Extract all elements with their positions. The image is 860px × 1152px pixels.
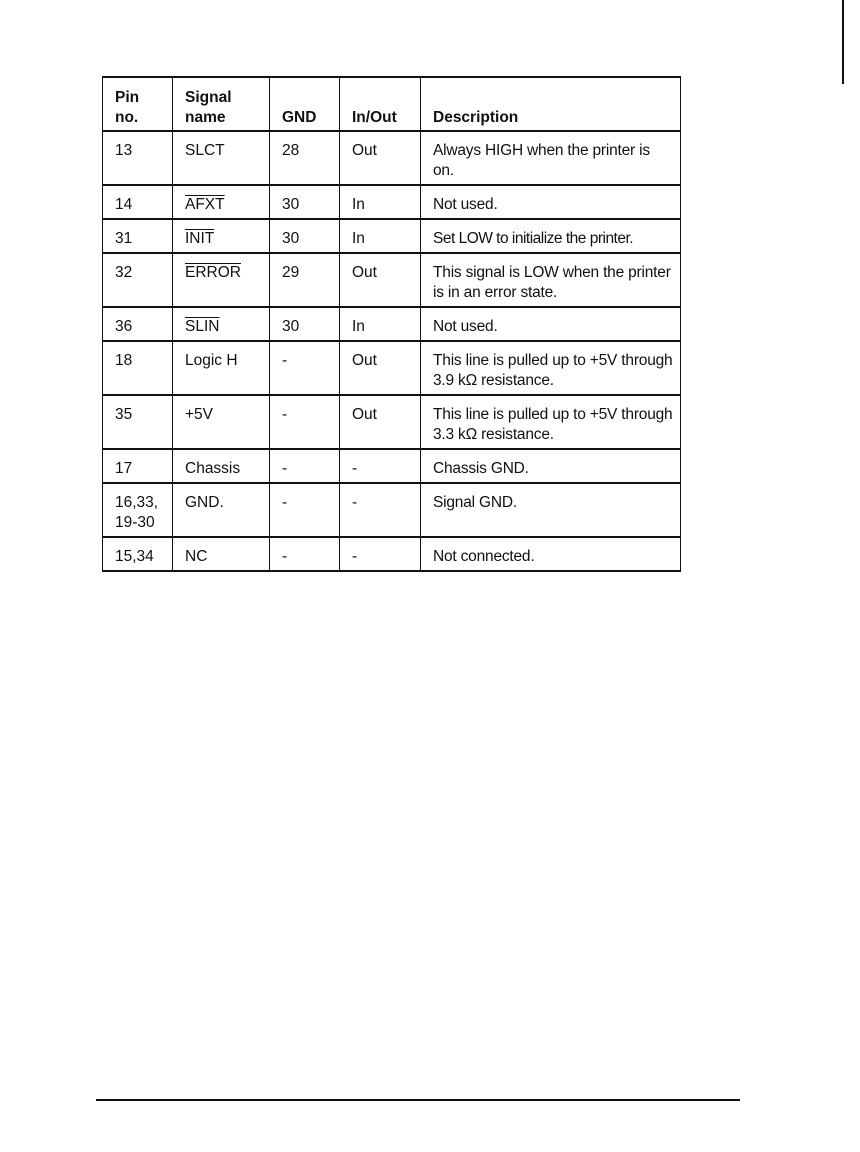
inout-cell: In — [340, 185, 421, 219]
signal-cell — [173, 395, 270, 449]
signal-value: +5V — [185, 406, 214, 423]
footer-rule — [96, 1099, 740, 1101]
pin-value: 13 — [115, 142, 133, 159]
header-gnd: GND — [270, 77, 340, 131]
table-row — [103, 537, 681, 571]
inout-cell: Out — [340, 341, 421, 395]
signal-value: ERROR — [185, 264, 241, 281]
gnd-cell: - — [270, 341, 340, 395]
inout-cell: In — [340, 219, 421, 253]
table-row — [103, 307, 681, 341]
pin-value-line2: 19-30 — [115, 514, 155, 531]
pin-cell — [103, 483, 173, 537]
header-pin-line1: Pin — [115, 89, 140, 106]
table-row — [103, 253, 681, 307]
header-pin-no — [103, 77, 173, 131]
signal-value: Chassis — [185, 460, 241, 477]
description-cell: This line is pulled up to +5V through 3.3 kΩ resistance. — [421, 395, 681, 449]
pin-assignment-table — [102, 76, 681, 572]
page-edge-line — [842, 0, 844, 84]
header-description: Description — [421, 77, 681, 131]
pin-value: 36 — [115, 318, 133, 335]
description-cell: This line is pulled up to +5V through 3.9 kΩ resistance. — [421, 341, 681, 395]
gnd-cell: - — [270, 537, 340, 571]
signal-cell — [173, 185, 270, 219]
signal-cell — [173, 219, 270, 253]
inout-cell: Out — [340, 253, 421, 307]
inout-cell: - — [340, 537, 421, 571]
pin-cell — [103, 341, 173, 395]
description-cell: Chassis GND. — [421, 449, 681, 483]
table-body — [103, 131, 681, 571]
pin-cell — [103, 449, 173, 483]
gnd-cell: 28 — [270, 131, 340, 185]
header-pin-line2: no. — [115, 109, 139, 126]
header-row — [103, 77, 681, 131]
table-row — [103, 185, 681, 219]
table-header — [103, 77, 681, 131]
table-row — [103, 219, 681, 253]
description-cell: This signal is LOW when the printer is in an error state. — [421, 253, 681, 307]
pin-cell — [103, 185, 173, 219]
header-signal-line2: name — [185, 109, 226, 126]
description-cell: Not used. — [421, 185, 681, 219]
inout-cell: In — [340, 307, 421, 341]
signal-cell — [173, 341, 270, 395]
pin-value: 35 — [115, 406, 133, 423]
description-cell: Not used. — [421, 307, 681, 341]
pin-value: 17 — [115, 460, 133, 477]
signal-value: INIT — [185, 230, 215, 247]
table-row — [103, 131, 681, 185]
pin-value: 14 — [115, 196, 133, 213]
pin-cell — [103, 219, 173, 253]
table-row — [103, 483, 681, 537]
pin-value: 32 — [115, 264, 133, 281]
table-row — [103, 341, 681, 395]
gnd-cell: 29 — [270, 253, 340, 307]
signal-cell — [173, 131, 270, 185]
signal-value: Logic H — [185, 352, 238, 369]
gnd-cell: 30 — [270, 219, 340, 253]
gnd-cell: 30 — [270, 307, 340, 341]
pin-cell — [103, 395, 173, 449]
gnd-cell: - — [270, 395, 340, 449]
pin-cell — [103, 537, 173, 571]
header-signal-line1: Signal — [185, 89, 232, 106]
description-cell: Set LOW to initialize the printer. — [421, 219, 681, 253]
table-row — [103, 395, 681, 449]
pin-value: 18 — [115, 352, 133, 369]
table-row — [103, 449, 681, 483]
signal-value: SLIN — [185, 318, 220, 335]
pin-cell — [103, 307, 173, 341]
pin-value: 16,33, — [115, 494, 159, 511]
description-cell: Always HIGH when the printer is on. — [421, 131, 681, 185]
signal-value: NC — [185, 548, 208, 565]
signal-value: GND. — [185, 494, 224, 511]
gnd-cell: 30 — [270, 185, 340, 219]
signal-cell — [173, 483, 270, 537]
description-cell: Signal GND. — [421, 483, 681, 537]
header-in-out: In/Out — [340, 77, 421, 131]
pin-value: 31 — [115, 230, 133, 247]
gnd-cell: - — [270, 483, 340, 537]
signal-cell — [173, 253, 270, 307]
signal-cell — [173, 537, 270, 571]
gnd-cell: - — [270, 449, 340, 483]
signal-value: AFXT — [185, 196, 225, 213]
pin-cell — [103, 253, 173, 307]
pin-cell — [103, 131, 173, 185]
inout-cell: - — [340, 449, 421, 483]
inout-cell: Out — [340, 131, 421, 185]
header-signal-name — [173, 77, 270, 131]
signal-cell — [173, 449, 270, 483]
inout-cell: Out — [340, 395, 421, 449]
signal-value: SLCT — [185, 142, 225, 159]
pin-value: 15,34 — [115, 548, 154, 565]
inout-cell: - — [340, 483, 421, 537]
signal-cell — [173, 307, 270, 341]
description-cell: Not connected. — [421, 537, 681, 571]
